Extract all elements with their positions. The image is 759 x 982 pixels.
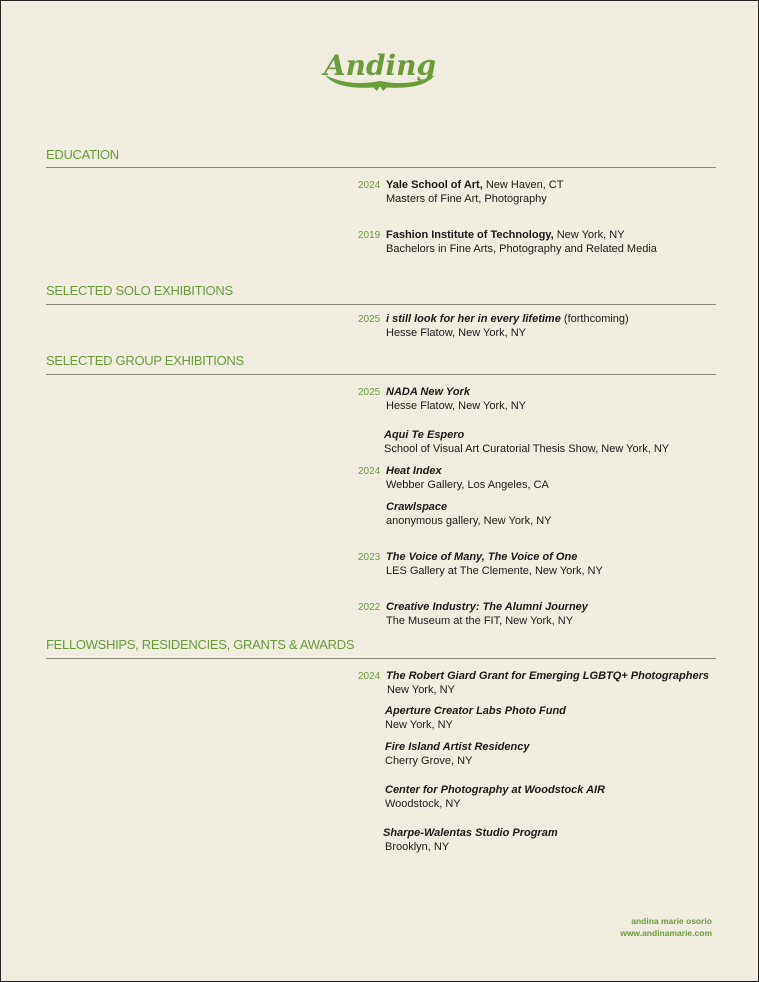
entry-title: The Robert Giard Grant for Emerging LGBTQ+ Photographers bbox=[386, 670, 710, 682]
entry-title: i still look for her in every lifetime bbox=[386, 313, 561, 325]
list-item bbox=[386, 385, 526, 413]
list-item bbox=[384, 428, 669, 456]
entry-year: 2024 bbox=[358, 671, 381, 682]
entry-note: (forthcoming) bbox=[560, 313, 629, 325]
entry-detail: Cherry Grove, NY bbox=[385, 755, 473, 767]
list-item bbox=[386, 228, 657, 256]
list-item bbox=[386, 600, 588, 628]
entry-detail: New York, NY bbox=[387, 684, 455, 696]
entry-title: Yale School of Art, bbox=[386, 179, 483, 191]
section-title-fellowships: FELLOWSHIPS, RESIDENCIES, GRANTS & AWARDS bbox=[46, 637, 355, 652]
entry-title: Creative Industry: The Alumni Journey bbox=[386, 601, 588, 613]
divider bbox=[46, 374, 716, 375]
footer-name: andina marie osorio bbox=[631, 916, 712, 926]
entry-year: 2024 bbox=[358, 180, 381, 191]
list-item bbox=[385, 740, 529, 768]
entry-title: Heat Index bbox=[386, 465, 442, 477]
entry-detail: Woodstock, NY bbox=[385, 798, 461, 810]
entry-title: Crawlspace bbox=[386, 501, 448, 513]
list-item bbox=[386, 312, 629, 340]
entry-year: 2023 bbox=[358, 552, 381, 563]
list-item bbox=[386, 550, 603, 578]
entry-detail: Brooklyn, NY bbox=[385, 841, 450, 853]
entry-detail: New York, NY bbox=[385, 719, 453, 731]
entry-title: The Voice of Many, The Voice of One bbox=[386, 551, 578, 563]
entry-title: Aqui Te Espero bbox=[384, 429, 465, 441]
entry-location: New Haven, CT bbox=[482, 179, 564, 191]
section-title-solo-exhibitions: SELECTED SOLO EXHIBITIONS bbox=[46, 283, 233, 298]
entry-title: Aperture Creator Labs Photo Fund bbox=[385, 705, 566, 717]
entry-year: 2025 bbox=[358, 314, 381, 325]
footer-website-link[interactable]: www.andinamarie.com bbox=[620, 928, 712, 938]
list-item bbox=[386, 464, 549, 492]
list-item bbox=[385, 704, 566, 732]
section-title-education: EDUCATION bbox=[46, 147, 119, 162]
list-item bbox=[386, 669, 709, 697]
entry-title: NADA New York bbox=[386, 386, 470, 398]
entry-title: Fashion Institute of Technology, bbox=[386, 229, 554, 241]
section-title-group-exhibitions: SELECTED GROUP EXHIBITIONS bbox=[46, 353, 244, 368]
entry-detail: Webber Gallery, Los Angeles, CA bbox=[386, 479, 549, 491]
anding-logo bbox=[319, 45, 441, 95]
divider bbox=[46, 304, 716, 305]
divider bbox=[46, 658, 716, 659]
entry-year: 2025 bbox=[358, 387, 381, 398]
entry-location: New York, NY bbox=[553, 229, 625, 241]
entry-title: Center for Photography at Woodstock AIR bbox=[385, 784, 606, 796]
entry-detail: Masters of Fine Art, Photography bbox=[386, 193, 547, 205]
entry-title: Sharpe-Walentas Studio Program bbox=[383, 827, 558, 839]
entry-detail: Bachelors in Fine Arts, Photography and Related Media bbox=[386, 243, 657, 255]
entry-detail: LES Gallery at The Clemente, New York, NY bbox=[386, 565, 603, 577]
svg-text:Anding: Anding bbox=[323, 49, 437, 82]
list-item bbox=[385, 783, 605, 811]
list-item bbox=[383, 826, 558, 854]
list-item bbox=[386, 500, 552, 528]
entry-detail: School of Visual Art Curatorial Thesis Show, New York, NY bbox=[384, 443, 670, 455]
entry-detail: Hesse Flatow, New York, NY bbox=[386, 327, 527, 339]
entry-detail: The Museum at the FIT, New York, NY bbox=[386, 615, 574, 627]
entry-detail: anonymous gallery, New York, NY bbox=[386, 515, 552, 527]
divider bbox=[46, 167, 716, 168]
entry-year: 2024 bbox=[358, 466, 381, 477]
entry-title: Fire Island Artist Residency bbox=[385, 741, 530, 753]
entry-year: 2019 bbox=[358, 230, 381, 241]
entry-year: 2022 bbox=[358, 602, 381, 613]
entry-detail: Hesse Flatow, New York, NY bbox=[386, 400, 527, 412]
footer bbox=[620, 915, 712, 939]
list-item bbox=[386, 178, 563, 206]
